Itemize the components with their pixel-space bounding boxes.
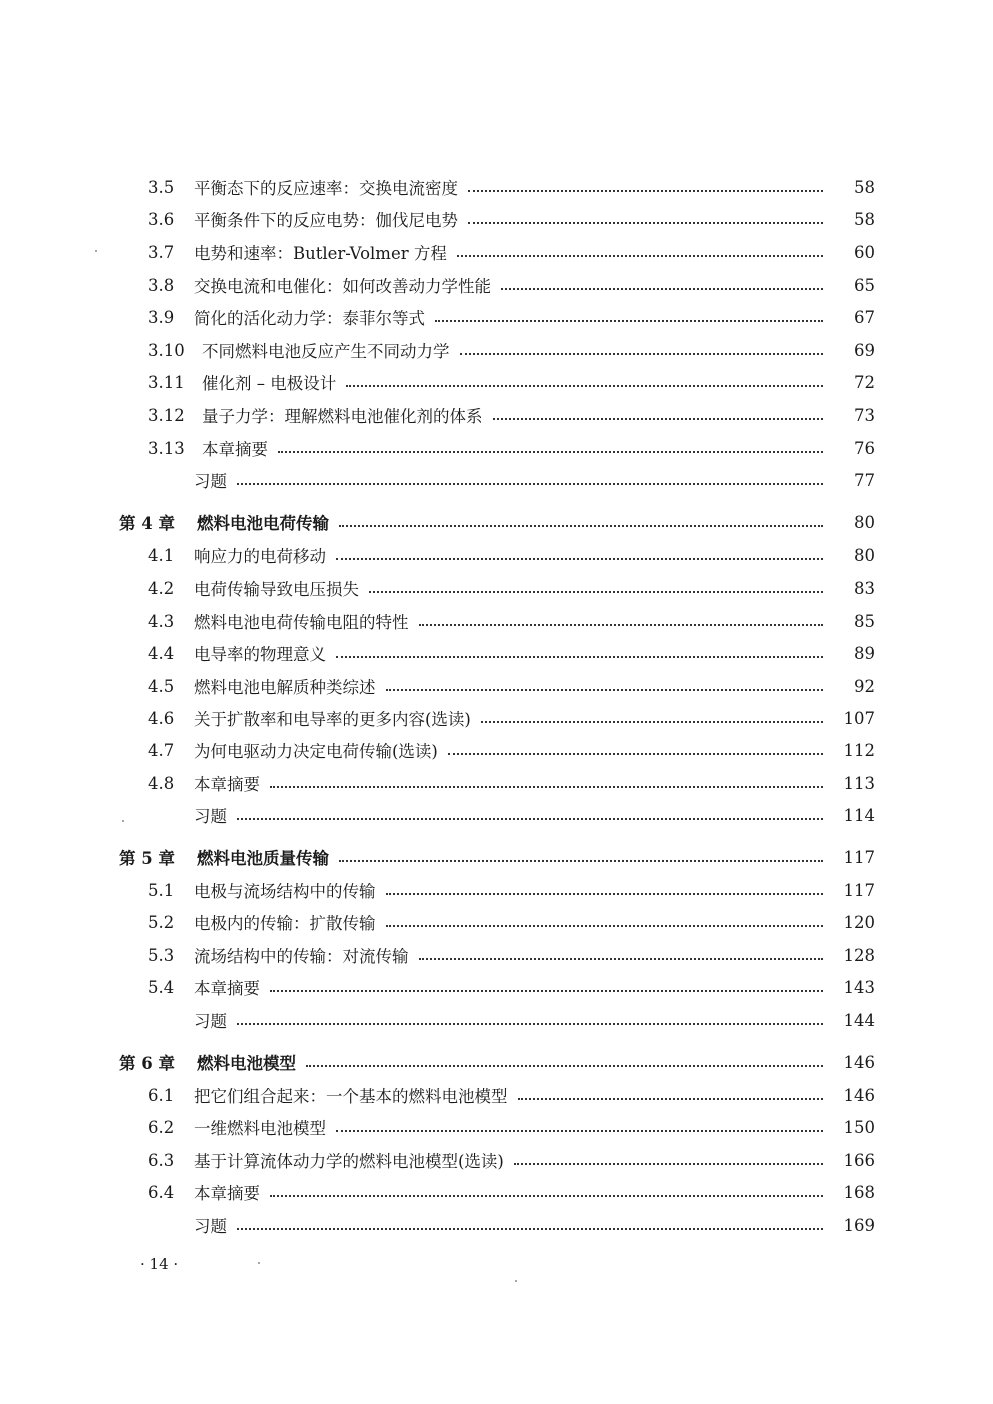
toc-entry-title: 电导率的物理意义 [194,645,326,664]
scan-speck [122,820,124,822]
toc-dot-leader [336,655,823,658]
toc-dot-leader [460,352,824,355]
toc-entry-page: 107 [843,708,875,728]
toc-entry-number: 3.6 [148,209,175,229]
scan-speck [95,250,97,252]
toc-entry-page: 89 [854,643,875,663]
toc-entry-number: 3.8 [148,275,175,295]
toc-entry-page: 83 [854,578,875,598]
toc-entry-number: 6.1 [148,1085,175,1105]
toc-dot-leader [339,859,823,862]
toc-section-entry[interactable] [0,1079,993,1111]
toc-entry-title: 量子力学：理解燃料电池催化剂的体系 [202,407,483,426]
toc-entry-title: 电极内的传输：扩散传输 [194,914,376,933]
toc-section-entry[interactable] [0,734,993,766]
toc-entry-number: 第 5 章 [119,849,175,868]
toc-entry-title: 简化的活化动力学：泰菲尔等式 [194,309,425,328]
toc-section-entry[interactable] [0,203,993,235]
toc-dot-leader [237,1227,823,1230]
toc-entry-title: 本章摘要 [202,440,268,459]
toc-entry-page: 146 [843,1052,875,1072]
toc-entry-number: 3.9 [148,307,175,327]
toc-entry-page: 58 [854,209,875,229]
toc-dot-leader [386,924,824,927]
toc-chapter-entry[interactable] [0,841,993,873]
toc-dot-leader [501,287,823,290]
toc-entry-page: 112 [843,740,875,760]
toc-section-entry[interactable] [0,366,993,398]
toc-entry-number: 4.3 [148,611,175,631]
toc-section-entry[interactable] [0,539,993,571]
toc-section-entry[interactable] [0,637,993,669]
toc-exercises-entry[interactable] [0,1004,993,1036]
toc-section-entry[interactable] [0,1111,993,1143]
toc-section-entry[interactable] [0,236,993,268]
toc-dot-leader [518,1097,824,1100]
toc-dot-leader [306,1064,823,1067]
toc-section-entry[interactable] [0,767,993,799]
toc-entry-title: 电荷传输导致电压损失 [194,580,359,599]
toc-entry-page: 117 [843,847,875,867]
toc-exercises-entry[interactable] [0,1209,993,1241]
toc-entry-title: 习题 [194,1217,227,1236]
toc-entry-title: 为何电驱动力决定电荷传输(选读) [194,742,438,761]
scan-speck [515,1280,517,1282]
toc-section-entry[interactable] [0,670,993,702]
toc-dot-leader [493,417,824,420]
toc-section-entry[interactable] [0,971,993,1003]
toc-entry-number: 第 4 章 [119,514,175,533]
toc-section-entry[interactable] [0,874,993,906]
toc-entry-page: 65 [854,275,875,295]
toc-section-entry[interactable] [0,1144,993,1176]
toc-chapter-entry[interactable] [0,506,993,538]
toc-entry-number: 5.1 [148,880,175,900]
toc-dot-leader [270,989,823,992]
toc-dot-leader [386,688,824,691]
toc-entry-page: 143 [843,977,875,997]
toc-dot-leader [237,817,823,820]
toc-section-entry[interactable] [0,702,993,734]
toc-dot-leader [468,189,823,192]
toc-entry-title: 催化剂 – 电极设计 [202,374,337,393]
toc-entry-title: 燃料电池电荷传输电阻的特性 [194,613,409,632]
toc-entry-number: 3.7 [148,242,175,262]
toc-entry-title: 习题 [194,807,227,826]
toc-entry-title: 燃料电池电解质种类综述 [194,678,376,697]
toc-entry-title: 基于计算流体动力学的燃料电池模型(选读) [194,1152,504,1171]
toc-entry-page: 113 [843,773,875,793]
toc-entry-page: 73 [854,405,875,425]
toc-dot-leader [339,524,823,527]
toc-entry-title: 把它们组合起来：一个基本的燃料电池模型 [194,1087,508,1106]
toc-entry-number: 3.13 [148,438,185,458]
toc-entry-title: 关于扩散率和电导率的更多内容(选读) [194,710,471,729]
toc-entry-page: 144 [843,1010,875,1030]
toc-entry-title: 燃料电池电荷传输 [197,514,329,533]
toc-dot-leader [386,892,824,895]
toc-section-entry[interactable] [0,605,993,637]
toc-dot-leader [457,254,823,257]
toc-dot-leader [435,319,823,322]
toc-dot-leader [336,557,823,560]
toc-entry-page: 169 [843,1215,875,1235]
toc-dot-leader [237,1022,823,1025]
toc-section-entry[interactable] [0,939,993,971]
toc-entry-page: 150 [843,1117,875,1137]
toc-entry-title: 燃料电池质量传输 [197,849,329,868]
toc-entry-number: 3.10 [148,340,185,360]
toc-entry-title: 平衡条件下的反应电势：伽伐尼电势 [194,211,458,230]
toc-dot-leader [419,957,824,960]
toc-entry-title: 本章摘要 [194,775,260,794]
toc-entry-number: 4.1 [148,545,175,565]
toc-section-entry[interactable] [0,334,993,366]
toc-entry-page: 117 [843,880,875,900]
toc-section-entry[interactable] [0,171,993,203]
toc-entry-number: 4.4 [148,643,175,663]
toc-entry-title: 一维燃料电池模型 [194,1119,326,1138]
toc-dot-leader [270,785,823,788]
toc-section-entry[interactable] [0,399,993,431]
toc-entry-title: 不同燃料电池反应产生不同动力学 [202,342,450,361]
toc-entry-number: 6.2 [148,1117,175,1137]
toc-dot-leader [270,1194,823,1197]
toc-chapter-entry[interactable] [0,1046,993,1078]
toc-entry-page: 58 [854,177,875,197]
toc-entry-page: 120 [843,912,875,932]
toc-entry-page: 80 [854,512,875,532]
toc-entry-number: 4.2 [148,578,175,598]
toc-entry-title: 平衡态下的反应速率：交换电流密度 [194,179,458,198]
toc-dot-leader [336,1129,823,1132]
toc-entry-number: 4.6 [148,708,175,728]
toc-entry-number: 第 6 章 [119,1054,175,1073]
toc-entry-title: 交换电流和电催化：如何改善动力学性能 [194,277,491,296]
toc-entry-page: 146 [843,1085,875,1105]
toc-dot-leader [369,590,823,593]
toc-entry-title: 燃料电池模型 [197,1054,296,1073]
toc-exercises-entry[interactable] [0,799,993,831]
toc-entry-number: 5.4 [148,977,175,997]
scan-speck [258,1262,260,1264]
toc-entry-title: 习题 [194,472,227,491]
toc-dot-leader [448,752,823,755]
toc-section-entry[interactable] [0,432,993,464]
toc-dot-leader [468,221,823,224]
toc-entry-title: 电极与流场结构中的传输 [194,882,376,901]
toc-dot-leader [419,623,824,626]
toc-dot-leader [237,482,823,485]
toc-section-entry[interactable] [0,906,993,938]
toc-entry-number: 5.2 [148,912,175,932]
toc-entry-number: 4.5 [148,676,175,696]
toc-entry-title: 本章摘要 [194,979,260,998]
toc-entry-number: 5.3 [148,945,175,965]
toc-entry-page: 72 [854,372,875,392]
toc-entry-page: 67 [854,307,875,327]
toc-entry-page: 76 [854,438,875,458]
toc-entry-number: 3.5 [148,177,175,197]
toc-dot-leader [481,720,823,723]
toc-entry-page: 77 [854,470,875,490]
toc-entry-page: 166 [843,1150,875,1170]
toc-entry-title: 电势和速率：Butler-Volmer 方程 [194,244,447,263]
toc-entry-title: 响应力的电荷移动 [194,547,326,566]
toc-section-entry[interactable] [0,301,993,333]
toc-section-entry[interactable] [0,1176,993,1208]
toc-entry-title: 习题 [194,1012,227,1031]
toc-dot-leader [346,384,823,387]
toc-entry-number: 6.3 [148,1150,175,1170]
toc-dot-leader [278,450,823,453]
toc-entry-number: 4.7 [148,740,175,760]
toc-entry-title: 流场结构中的传输：对流传输 [194,947,409,966]
toc-entry-page: 128 [843,945,875,965]
toc-entry-page: 69 [854,340,875,360]
toc-exercises-entry[interactable] [0,464,993,496]
toc-entry-page: 92 [854,676,875,696]
toc-section-entry[interactable] [0,572,993,604]
toc-entry-number: 6.4 [148,1182,175,1202]
page-number: · 14 · [140,1255,179,1273]
toc-entry-number: 4.8 [148,773,175,793]
toc-entry-number: 3.12 [148,405,185,425]
toc-section-entry[interactable] [0,269,993,301]
toc-entry-title: 本章摘要 [194,1184,260,1203]
toc-entry-page: 168 [843,1182,875,1202]
toc-entry-page: 85 [854,611,875,631]
toc-entry-page: 60 [854,242,875,262]
toc-entry-page: 114 [843,805,875,825]
toc-entry-number: 3.11 [148,372,185,392]
toc-dot-leader [514,1162,823,1165]
toc-entry-page: 80 [854,545,875,565]
